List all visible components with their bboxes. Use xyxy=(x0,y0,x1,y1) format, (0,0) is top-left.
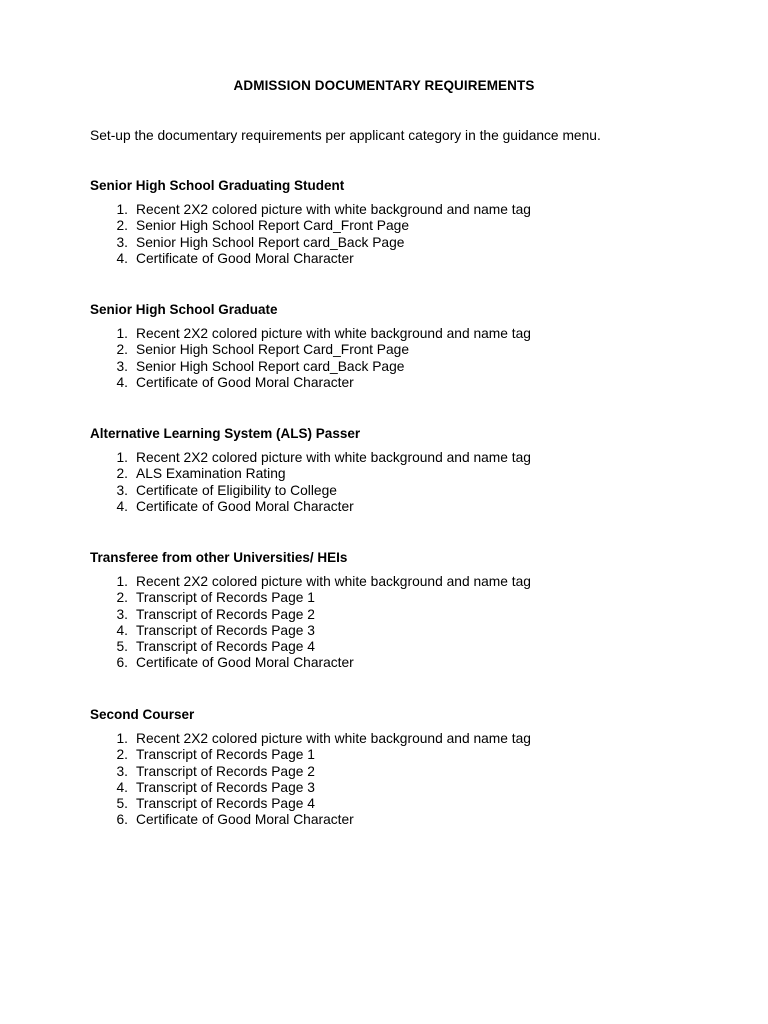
requirement-number: 1. xyxy=(116,450,128,465)
section-als-passer xyxy=(90,425,710,515)
requirement-label: Senior High School Report Card_Front Page xyxy=(136,218,410,234)
requirement-label: Senior High School Report card_Back Page xyxy=(136,358,405,374)
requirement-label: Recent 2X2 colored picture with white background and name tag xyxy=(136,450,531,465)
requirement-label: Recent 2X2 colored picture with white background and name tag xyxy=(136,574,531,589)
requirement-item xyxy=(90,607,710,623)
requirement-item xyxy=(90,747,710,763)
requirement-item xyxy=(90,796,710,812)
requirement-label: Transcript of Records Page 2 xyxy=(136,763,315,779)
requirement-number: 6. xyxy=(116,655,128,671)
requirement-number: 6. xyxy=(116,812,128,828)
requirement-label: Transcript of Records Page 1 xyxy=(136,747,315,763)
requirement-item xyxy=(90,655,710,671)
document-title: ADMISSION DOCUMENTARY REQUIREMENTS xyxy=(233,78,535,93)
section-heading: Second Courser xyxy=(90,707,195,722)
requirement-item xyxy=(90,466,710,482)
requirement-item xyxy=(90,359,710,375)
requirement-item xyxy=(90,574,710,590)
section-second-courser xyxy=(90,706,710,829)
requirement-label: Certificate of Good Moral Character xyxy=(136,498,354,514)
requirement-item xyxy=(90,202,710,218)
requirement-label: Transcript of Records Page 2 xyxy=(136,606,315,622)
requirements-list xyxy=(90,326,710,391)
requirement-number: 3. xyxy=(116,606,128,622)
requirement-item xyxy=(90,483,710,499)
requirement-item xyxy=(90,780,710,796)
requirement-number: 2. xyxy=(116,747,128,763)
requirement-number: 5. xyxy=(116,796,128,812)
requirement-label: Certificate of Eligibility to College xyxy=(136,482,337,498)
requirement-number: 1. xyxy=(116,326,128,341)
section-heading: Senior High School Graduate xyxy=(90,302,278,317)
requirement-label: Transcript of Records Page 3 xyxy=(136,779,315,795)
requirement-number: 2. xyxy=(116,590,128,606)
requirement-number: 3. xyxy=(116,358,128,374)
requirements-list xyxy=(90,574,710,672)
requirement-item xyxy=(90,235,710,251)
requirement-number: 3. xyxy=(116,482,128,498)
section-shs-graduating-student xyxy=(90,177,710,267)
requirement-label: Certificate of Good Moral Character xyxy=(136,374,354,390)
requirement-number: 2. xyxy=(116,218,128,234)
requirement-number: 2. xyxy=(116,466,128,482)
section-transferee xyxy=(90,549,710,672)
requirement-number: 1. xyxy=(116,202,128,217)
requirement-label: Certificate of Good Moral Character xyxy=(136,250,354,266)
requirement-label: ALS Examination Rating xyxy=(136,466,286,482)
requirement-label: Recent 2X2 colored picture with white background and name tag xyxy=(136,731,531,746)
requirement-number: 1. xyxy=(116,574,128,589)
requirement-number: 3. xyxy=(116,763,128,779)
requirement-item xyxy=(90,590,710,606)
requirements-list xyxy=(90,731,710,829)
requirement-label: Transcript of Records Page 1 xyxy=(136,590,315,606)
requirement-label: Certificate of Good Moral Character xyxy=(136,812,354,828)
intro-paragraph: Set-up the documentary requirements per applicant category in the guidance menu. xyxy=(90,128,601,143)
requirement-item xyxy=(90,450,710,466)
section-shs-graduate xyxy=(90,301,710,391)
requirement-item xyxy=(90,639,710,655)
section-heading: Senior High School Graduating Student xyxy=(90,178,345,193)
requirement-item xyxy=(90,218,710,234)
requirement-item xyxy=(90,623,710,639)
requirement-item xyxy=(90,251,710,267)
requirement-number: 1. xyxy=(116,731,128,746)
requirement-label: Recent 2X2 colored picture with white background and name tag xyxy=(136,326,531,341)
requirement-number: 4. xyxy=(116,374,128,390)
requirement-item xyxy=(90,764,710,780)
requirement-number: 3. xyxy=(116,234,128,250)
section-heading: Transferee from other Universities/ HEIs xyxy=(90,550,348,565)
requirement-number: 4. xyxy=(116,498,128,514)
requirement-item xyxy=(90,731,710,747)
requirement-item xyxy=(90,375,710,391)
requirement-item xyxy=(90,812,710,828)
requirement-number: 4. xyxy=(116,250,128,266)
requirement-label: Senior High School Report card_Back Page xyxy=(136,234,405,250)
requirement-number: 5. xyxy=(116,639,128,655)
requirements-list xyxy=(90,450,710,515)
requirement-number: 2. xyxy=(116,342,128,358)
requirement-label: Recent 2X2 colored picture with white background and name tag xyxy=(136,202,531,217)
requirement-number: 4. xyxy=(116,779,128,795)
requirement-label: Transcript of Records Page 4 xyxy=(136,639,315,655)
requirement-number: 4. xyxy=(116,622,128,638)
requirement-item xyxy=(90,326,710,342)
requirement-label: Senior High School Report Card_Front Page xyxy=(136,342,410,358)
requirement-label: Transcript of Records Page 3 xyxy=(136,622,315,638)
requirement-item xyxy=(90,342,710,358)
requirement-label: Certificate of Good Moral Character xyxy=(136,655,354,671)
section-heading: Alternative Learning System (ALS) Passer xyxy=(90,426,361,441)
requirement-item xyxy=(90,499,710,515)
requirements-list xyxy=(90,202,710,267)
requirement-label: Transcript of Records Page 4 xyxy=(136,796,315,812)
